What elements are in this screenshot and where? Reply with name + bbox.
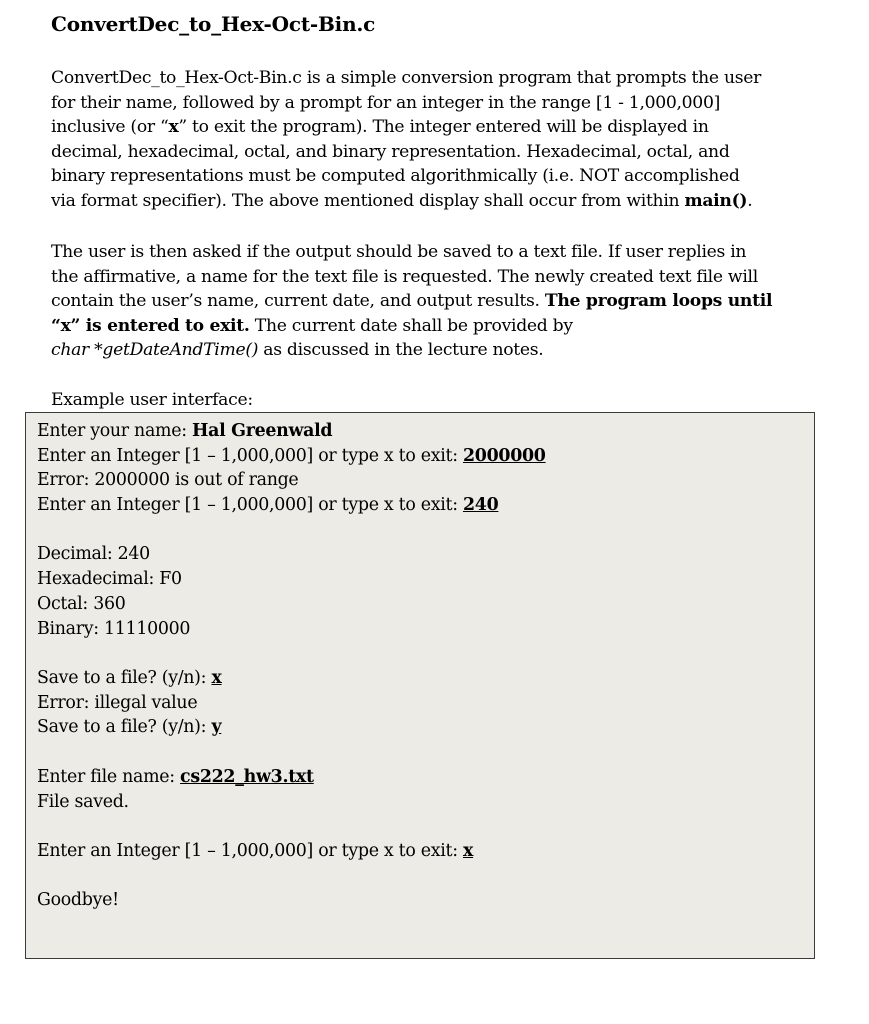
prompt-text: Enter file name: bbox=[37, 767, 181, 787]
octal-output: Octal: 360 bbox=[37, 594, 126, 614]
hex-output: Hexadecimal: F0 bbox=[37, 569, 182, 589]
prompt-text: Enter an Integer [1 – 1,000,000] or type x to exit: bbox=[37, 446, 463, 466]
paragraph-line: The user is then asked if the output should be saved to a text file. If user replies in bbox=[51, 242, 747, 262]
save-prompt-line bbox=[37, 715, 221, 739]
requirements-paragraph bbox=[51, 240, 811, 363]
paragraph-line bbox=[51, 314, 811, 339]
user-input-save: y bbox=[211, 717, 222, 737]
prompt-text: Save to a file? (y/n): bbox=[37, 717, 212, 737]
save-prompt-line bbox=[37, 666, 222, 690]
text-run: as discussed in the lecture notes. bbox=[258, 340, 544, 361]
paragraph-line: for their name, followed by a prompt for an integer in the range [1 - 1,000,000] bbox=[51, 92, 720, 113]
example-terminal bbox=[25, 412, 815, 959]
function-signature: char *getDateAndTime() bbox=[51, 340, 259, 361]
bold-main: main() bbox=[684, 190, 748, 211]
paragraph-line bbox=[51, 289, 811, 314]
paragraph-line: binary representations must be computed algorithmically (i.e. NOT accomplished bbox=[51, 166, 740, 187]
bold-exit-text: “x” is entered to exit. bbox=[51, 315, 250, 336]
user-input-exit: x bbox=[463, 841, 474, 861]
file-saved-line: File saved. bbox=[37, 792, 129, 812]
paragraph-line: decimal, hexadecimal, octal, and binary representation. Hexadecimal, octal, and bbox=[51, 141, 730, 162]
paragraph-line: ConvertDec_to_Hex-Oct-Bin.c is a simple conversion program that prompts the user bbox=[51, 68, 762, 88]
user-input-integer: 240 bbox=[463, 495, 499, 515]
paragraph-line bbox=[51, 115, 811, 140]
text-run: The current date shall be provided by bbox=[249, 315, 573, 336]
exit-prompt-line bbox=[37, 839, 473, 863]
example-label: Example user interface: bbox=[51, 390, 253, 410]
prompt-text: Enter your name: bbox=[37, 421, 192, 441]
prompt-text: Enter an Integer [1 – 1,000,000] or type x to exit: bbox=[37, 841, 463, 861]
user-input-filename: cs222_hw3.txt bbox=[180, 767, 314, 787]
user-input-integer: 2000000 bbox=[463, 446, 546, 466]
user-input-name: Hal Greenwald bbox=[192, 421, 333, 441]
goodbye-line: Goodbye! bbox=[37, 890, 119, 910]
error-illegal-line: Error: illegal value bbox=[37, 693, 198, 713]
text-run: via format specifier). The above mentioned display shall occur from within bbox=[51, 190, 685, 211]
user-input-save: x bbox=[211, 668, 222, 688]
file-prompt-line bbox=[37, 765, 314, 789]
prompt-text: Enter an Integer [1 – 1,000,000] or type x to exit: bbox=[37, 495, 463, 515]
text-run: ” to exit the program). The integer entered will be displayed in bbox=[178, 117, 709, 138]
paragraph-line: the affirmative, a name for the text file is requested. The newly created text file will bbox=[51, 266, 758, 287]
text-run: . bbox=[747, 190, 753, 211]
decimal-output: Decimal: 240 bbox=[37, 544, 150, 564]
paragraph-line bbox=[51, 338, 811, 363]
text-run: contain the user’s name, current date, and output results. bbox=[51, 291, 545, 312]
prompt-text: Save to a file? (y/n): bbox=[37, 668, 212, 688]
text-run: inclusive (or “ bbox=[51, 117, 169, 138]
error-range-line: Error: 2000000 is out of range bbox=[37, 470, 299, 490]
integer-prompt-line bbox=[37, 493, 498, 517]
bold-x: x bbox=[168, 117, 179, 138]
bold-loop-text: The program loops until bbox=[544, 291, 773, 312]
document-title: ConvertDec_to_Hex-Oct-Bin.c bbox=[51, 12, 376, 36]
integer-prompt-line bbox=[37, 444, 546, 468]
paragraph-line bbox=[51, 189, 811, 214]
name-prompt-line bbox=[37, 419, 332, 443]
binary-output: Binary: 11110000 bbox=[37, 619, 191, 639]
description-paragraph bbox=[51, 66, 811, 214]
